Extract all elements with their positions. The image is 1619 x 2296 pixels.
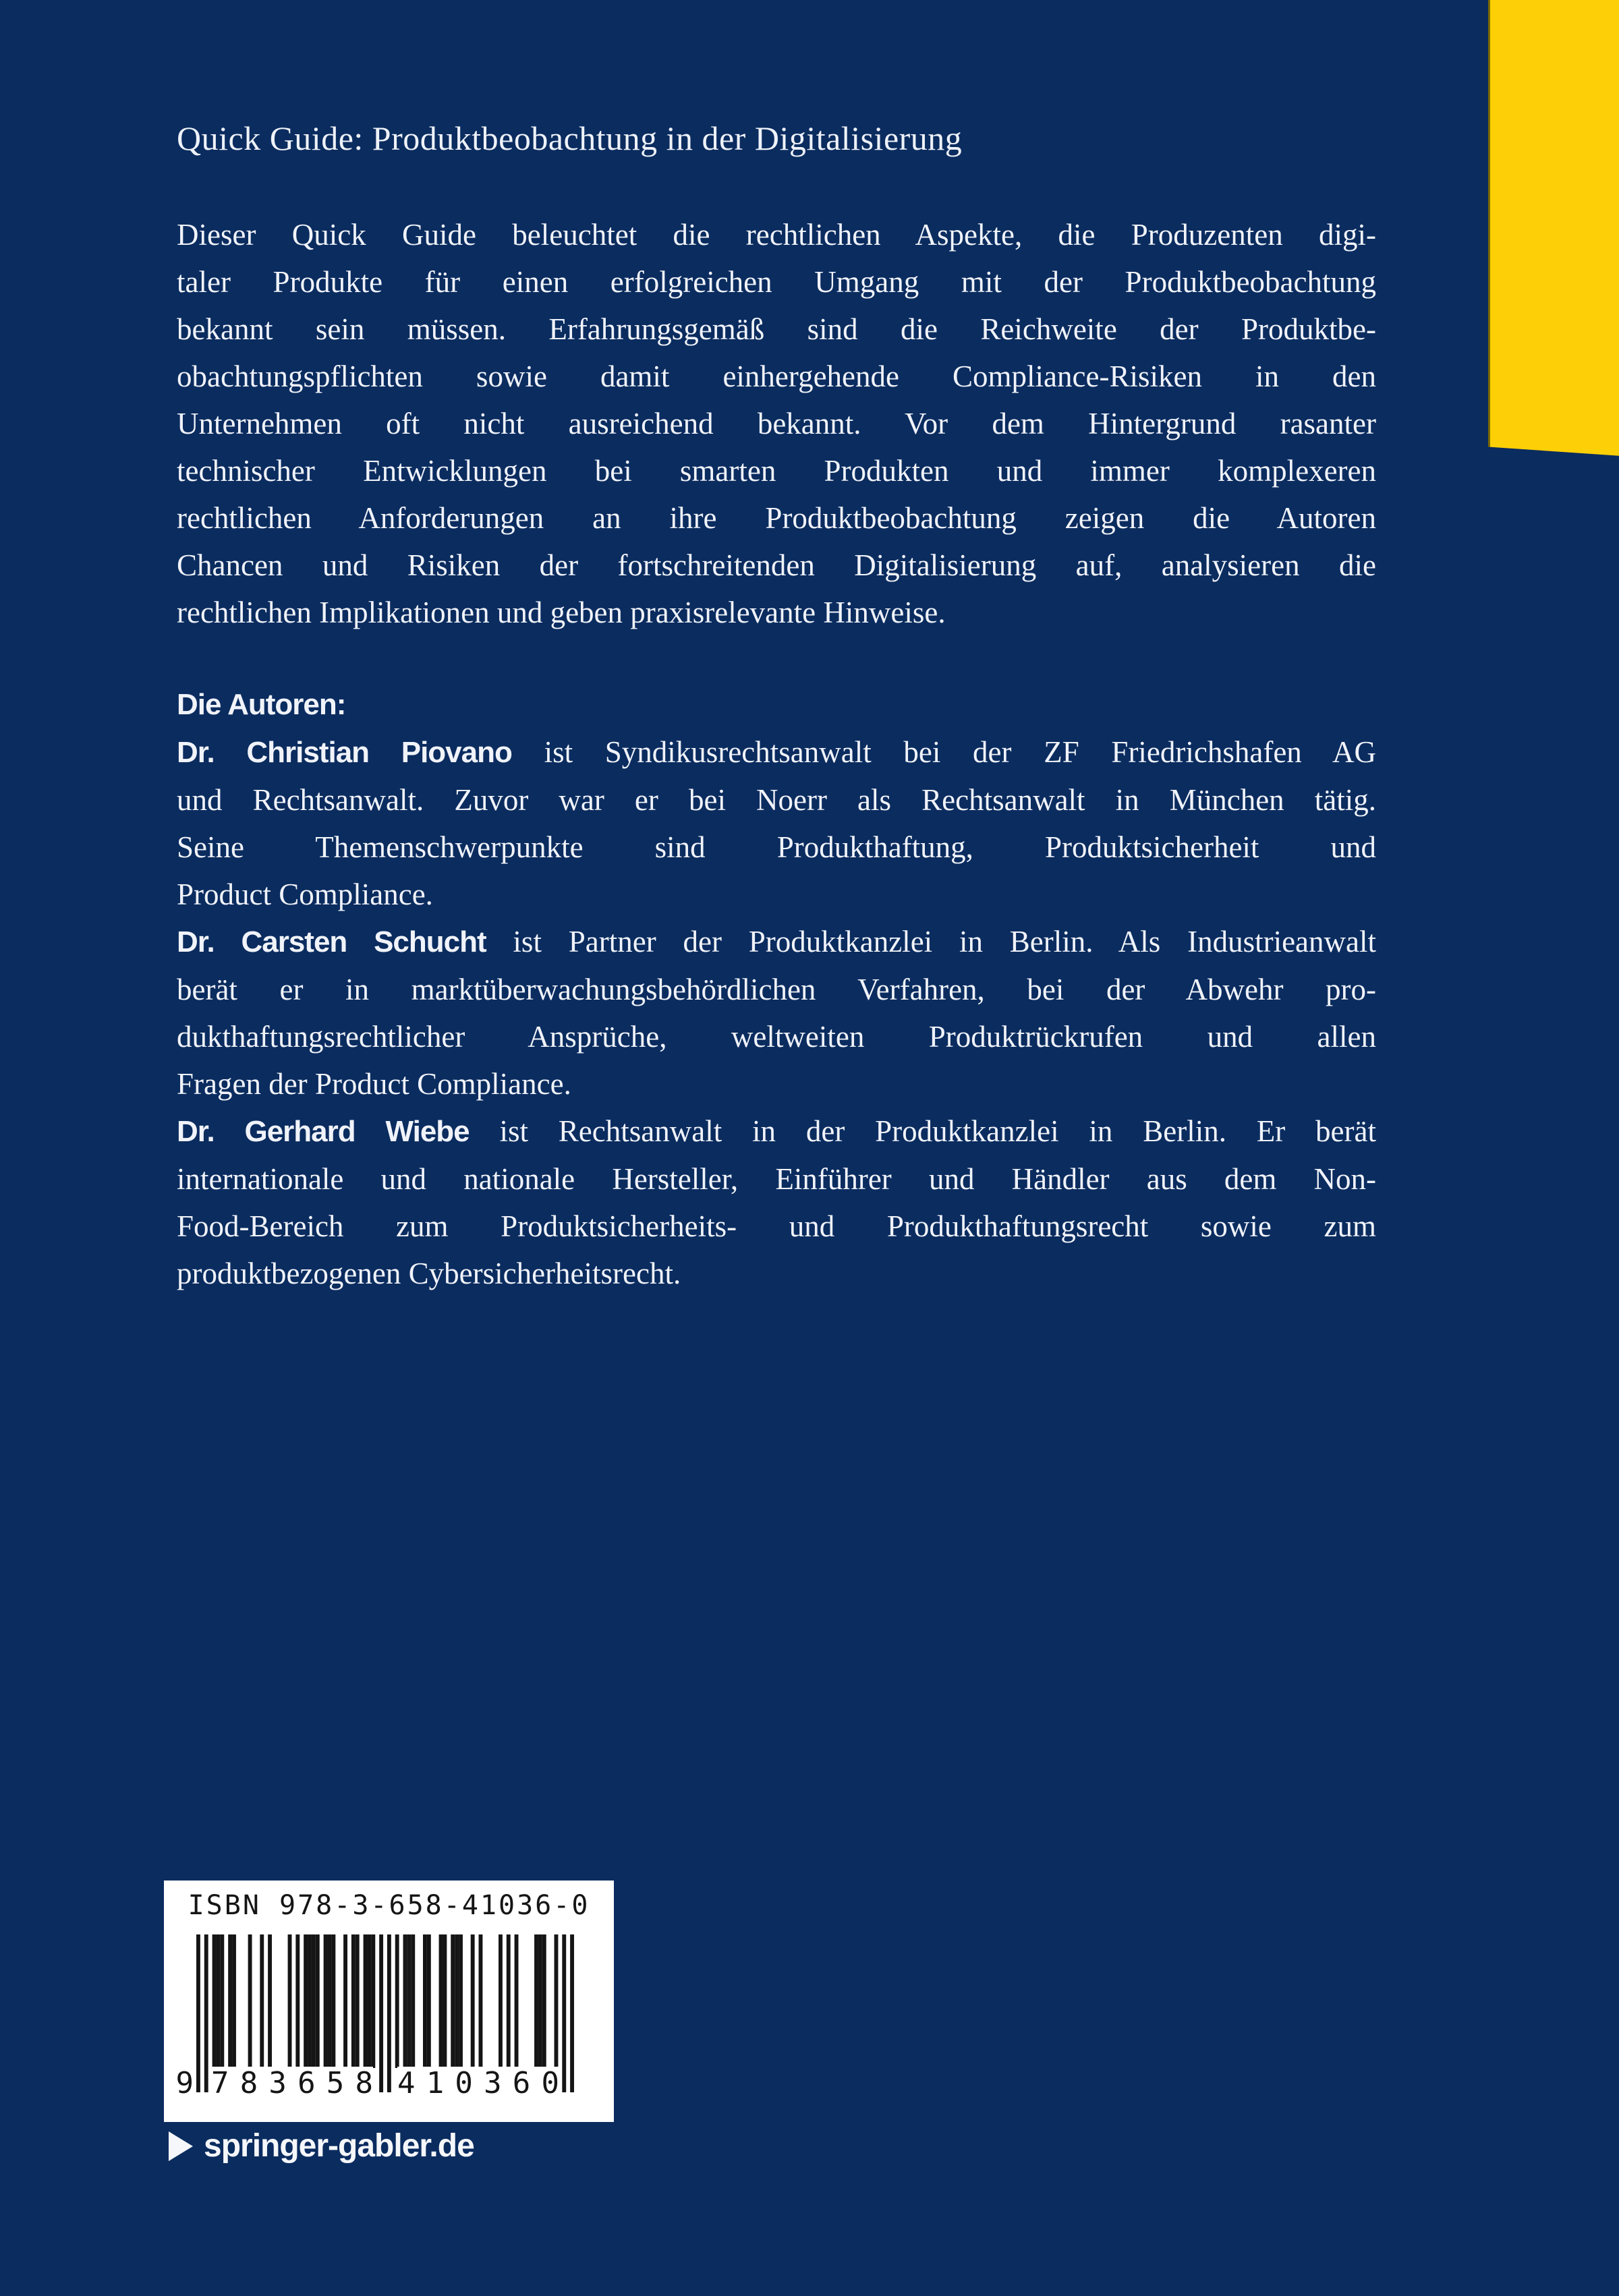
barcode-digits-left-group bbox=[211, 2067, 373, 2100]
author-name: Dr. Christian Piovano bbox=[177, 736, 512, 769]
text-line: Food-Bereich zum Produktsicherheits- und Produkthaftungsrecht sowie zum bbox=[177, 1209, 1376, 1243]
barcode-digits-right-group bbox=[397, 2067, 559, 2100]
barcode-digit: 8 bbox=[239, 2066, 258, 2100]
publisher-wordmark bbox=[169, 2130, 474, 2162]
text-line: Dr. Christian Piovano ist Syndikusrechtsanwalt bei der ZF Friedrichshafen AG bbox=[177, 735, 1377, 769]
barcode-digit: 4 bbox=[397, 2066, 416, 2100]
publisher-site-label: springer-gabler.de bbox=[204, 2128, 474, 2164]
text-line: Seine Themenschwerpunkte sind Produkthaftung, Produktsicherheit und bbox=[177, 830, 1376, 864]
barcode-digit: 7 bbox=[211, 2066, 229, 2100]
isbn-barcode-block bbox=[164, 1881, 614, 2122]
barcode-digit: 5 bbox=[326, 2066, 345, 2100]
text-line: rechtlichen Anforderungen an ihre Produktbeobachtung zeigen die Autoren bbox=[177, 501, 1376, 535]
barcode-digit-leading: 9 bbox=[171, 2067, 194, 2100]
text-line: berät er in marktüberwachungsbehördlichen Verfahren, bei der Abwehr pro- bbox=[177, 973, 1376, 1006]
author-name: Dr. Carsten Schucht bbox=[177, 925, 486, 958]
barcode-digit: 1 bbox=[426, 2066, 445, 2100]
text-line: und Rechtsanwalt. Zuvor war er bei Noerr als Rechtsanwalt in München tätig. bbox=[177, 783, 1376, 817]
barcode-digit: 3 bbox=[268, 2066, 287, 2100]
text-line: Fragen der Product Compliance. bbox=[177, 1067, 571, 1101]
authors-section bbox=[177, 681, 1376, 1297]
text-line: produktbezogenen Cybersicherheitsrecht. bbox=[177, 1257, 681, 1290]
text-line: Dr. Carsten Schucht ist Partner der Produktkanzlei in Berlin. Als Industrieanwalt bbox=[177, 925, 1376, 958]
text-line: taler Produkte für einen erfolgreichen Umgang mit der Produktbeobachtung bbox=[177, 265, 1376, 299]
barcode-digit: 0 bbox=[541, 2066, 559, 2100]
authors-heading: Die Autoren: bbox=[177, 688, 346, 721]
barcode-digit: 0 bbox=[455, 2066, 473, 2100]
yellow-corner-accent bbox=[1488, 0, 1619, 456]
barcode-digit: 3 bbox=[484, 2066, 502, 2100]
right-triangle-icon bbox=[169, 2131, 193, 2161]
barcode-digit: 6 bbox=[297, 2066, 316, 2100]
blurb-paragraph bbox=[177, 211, 1376, 636]
text-line: rechtlichen Implikationen und geben praxisrelevante Hinweise. bbox=[177, 596, 946, 629]
text-line: Dieser Quick Guide beleuchtet die rechtlichen Aspekte, die Produzenten digi- bbox=[177, 218, 1376, 252]
author-name: Dr. Gerhard Wiebe bbox=[177, 1115, 470, 1148]
barcode-digit: 6 bbox=[512, 2066, 531, 2100]
barcode-digit: 8 bbox=[355, 2066, 373, 2100]
text-line: technischer Entwicklungen bei smarten Produkten und immer komplexeren bbox=[177, 454, 1376, 488]
text-line: dukthaftungsrechtlicher Ansprüche, weltweiten Produktrückrufen und allen bbox=[177, 1020, 1376, 1054]
text-line: internationale und nationale Hersteller, Einführer und Händler aus dem Non- bbox=[177, 1162, 1376, 1196]
isbn-number: ISBN 978-3-658-41036-0 bbox=[188, 1890, 590, 1921]
text-line: Product Compliance. bbox=[177, 878, 433, 911]
text-line: bekannt sein müssen. Erfahrungsgemäß sind die Reichweite der Produktbe- bbox=[177, 312, 1376, 346]
text-line: Chancen und Risiken der fortschreitenden Digitalisierung auf, analysieren die bbox=[177, 548, 1376, 582]
text-line: Unternehmen oft nicht ausreichend bekannt. Vor dem Hintergrund rasanter bbox=[177, 407, 1376, 440]
text-line: obachtungspflichten sowie damit einhergehende Compliance-Risiken in den bbox=[177, 360, 1376, 393]
text-line: Dr. Gerhard Wiebe ist Rechtsanwalt in der Produktkanzlei in Berlin. Er berät bbox=[177, 1114, 1376, 1148]
book-title: Quick Guide: Produktbeobachtung in der Digitalisierung bbox=[177, 119, 963, 157]
